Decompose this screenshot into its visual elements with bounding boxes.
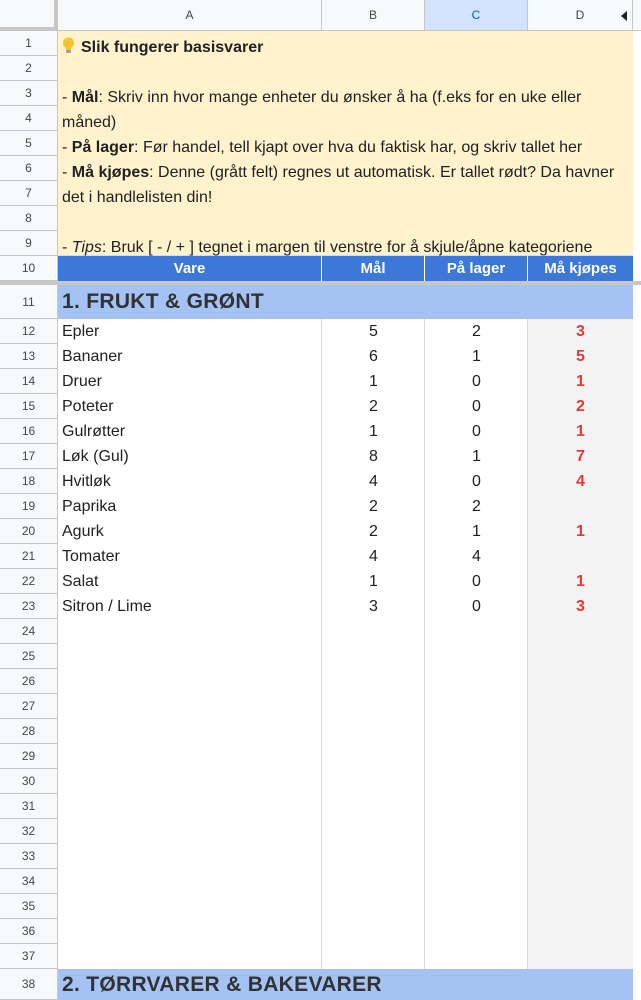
row-number[interactable]: 20 [0,519,58,544]
row-number[interactable]: 34 [0,869,58,894]
row-number[interactable]: 37 [0,944,58,969]
item-kjopes-cell[interactable]: 1 [576,372,585,390]
column-header-label: D [575,8,585,22]
item-lager-cell[interactable]: 1 [472,522,481,540]
item-kjopes-cell[interactable]: 3 [576,322,585,340]
row-number[interactable]: 2 [0,56,58,81]
row-number[interactable]: 23 [0,594,58,619]
item-mal-cell[interactable]: 1 [369,372,378,390]
column-header-b[interactable] [322,0,425,31]
row-number[interactable]: 33 [0,844,58,869]
row-number[interactable]: 26 [0,669,58,694]
item-mal-cell[interactable]: 4 [369,472,378,490]
item-lager-cell[interactable]: 0 [472,472,481,490]
item-mal-cell[interactable]: 4 [369,547,378,565]
item-name-cell[interactable]: Poteter [62,397,114,415]
row-number[interactable]: 1 [0,31,58,56]
tips-text: : Bruk [ - / + ] tegnet i margen til venstre for å skjule/åpne kategoriene [101,239,593,256]
row-number[interactable]: 16 [0,419,58,444]
item-mal-cell[interactable]: 5 [369,322,378,340]
row-number[interactable]: 15 [0,394,58,419]
row-number[interactable]: 7 [0,181,58,206]
column-header-d[interactable] [528,0,633,31]
item-name-cell[interactable]: Gulrøtter [62,422,126,440]
scroll-left-arrow-icon[interactable] [621,11,627,21]
column-header-c[interactable] [425,0,528,31]
instructions-lager: - På lager: Før handel, tell kjapt over hva du faktisk har, og skriv tallet her [62,139,583,156]
item-name-cell[interactable]: Salat [62,572,99,590]
item-lager-cell[interactable]: 1 [472,347,481,365]
row-number[interactable]: 28 [0,719,58,744]
item-name-cell[interactable]: Løk (Gul) [62,447,129,465]
item-mal-cell[interactable]: 2 [369,397,378,415]
item-mal-cell[interactable]: 2 [369,522,378,540]
mal-text: : Skriv inn hvor mange enheter du ønsker å ha (f.eks for en uke eller måned) [62,89,582,131]
instructions-title: Slik fungerer basisvarer [81,39,264,56]
row-number[interactable]: 5 [0,131,58,156]
item-name-cell[interactable]: Bananer [62,347,123,365]
row-number[interactable]: 9 [0,231,58,256]
item-mal-cell[interactable]: 2 [369,497,378,515]
row-number[interactable]: 11 [0,285,58,319]
item-name-cell[interactable]: Agurk [62,522,104,540]
lightbulb-icon [62,37,75,54]
header-pa-lager[interactable]: På lager [425,256,528,281]
item-name-cell[interactable]: Epler [62,322,100,340]
item-lager-cell[interactable]: 0 [472,397,481,415]
item-name-cell[interactable]: Paprika [62,497,117,515]
row-number[interactable]: 38 [0,969,58,1000]
item-lager-cell[interactable]: 2 [472,322,481,340]
category-header-torrvarer[interactable]: 2. TØRRVARER & BAKEVARER [58,969,633,1000]
item-lager-cell[interactable]: 0 [472,572,481,590]
item-lager-cell[interactable]: 4 [472,547,481,565]
category-header-frukt[interactable]: 1. FRUKT & GRØNT [58,285,633,319]
row-number[interactable]: 17 [0,444,58,469]
row-number[interactable]: 19 [0,494,58,519]
item-mal-cell[interactable]: 1 [369,422,378,440]
item-kjopes-cell[interactable]: 5 [576,347,585,365]
item-kjopes-cell[interactable]: 1 [576,572,585,590]
item-name-cell[interactable]: Hvitløk [62,472,111,490]
item-kjopes-cell[interactable]: 7 [576,447,585,465]
item-mal-cell[interactable]: 3 [369,597,378,615]
row-number[interactable]: 10 [0,256,58,281]
column-header-label: B [368,8,377,22]
row-number[interactable]: 6 [0,156,58,181]
instructions-kjopes: - Må kjøpes: Denne (grått felt) regnes ut automatisk. Er tallet rødt? Da havner det i handlelisten din! [62,164,615,206]
row-number[interactable]: 25 [0,644,58,669]
instructions-mal: - Mål: Skriv inn hvor mange enheter du ønsker å ha (f.eks for en uke eller måned) [62,89,582,131]
tips-label: Tips [71,239,102,256]
instructions-title-line [62,35,629,60]
item-name-cell[interactable]: Tomater [62,547,120,565]
header-vare[interactable]: Vare [58,256,322,281]
row-number[interactable]: 27 [0,694,58,719]
item-kjopes-cell[interactable]: 4 [576,472,585,490]
lager-label: På lager [71,139,135,156]
blank-line [62,60,629,85]
row-number[interactable]: 24 [0,619,58,644]
row-number[interactable]: 36 [0,919,58,944]
item-kjopes-cell[interactable]: 2 [576,397,585,415]
blank-line [62,210,629,235]
item-name-cell[interactable]: Druer [62,372,103,390]
column-header-label: C [471,8,481,22]
table-header-row [58,256,633,281]
row-number[interactable]: 31 [0,794,58,819]
header-ma-kjopes[interactable]: Må kjøpes [544,260,617,277]
row-number[interactable]: 13 [0,344,58,369]
lager-text: : Før handel, tell kjapt over hva du faktisk har, og skriv tallet her [134,139,583,156]
item-lager-cell[interactable]: 0 [472,422,481,440]
item-mal-cell[interactable]: 6 [369,347,378,365]
item-lager-cell[interactable]: 1 [472,447,481,465]
row-number[interactable]: 29 [0,744,58,769]
column-header-a[interactable] [58,0,322,31]
row-number[interactable]: 21 [0,544,58,569]
instructions-tips: - Tips: Bruk [ - / + ] tegnet i margen til venstre for å skjule/åpne kategoriene [62,239,593,256]
item-kjopes-cell[interactable] [528,494,633,519]
item-kjopes-cell[interactable]: 1 [576,522,585,540]
item-kjopes-cell[interactable]: 3 [576,597,585,615]
select-all-corner[interactable] [0,0,58,31]
item-mal-cell[interactable]: 1 [369,572,378,590]
row-number[interactable]: 30 [0,769,58,794]
kjopes-label: Må kjøpes [71,164,150,181]
row-number[interactable]: 12 [0,319,58,344]
row-number[interactable]: 35 [0,894,58,919]
item-lager-cell[interactable]: 0 [472,372,481,390]
instructions-box [58,31,633,256]
row-number[interactable]: 4 [0,106,58,131]
row-number[interactable]: 32 [0,819,58,844]
row-number[interactable]: 3 [0,81,58,106]
item-lager-cell[interactable]: 0 [472,597,481,615]
item-mal-cell[interactable]: 8 [369,447,378,465]
row-number[interactable]: 14 [0,369,58,394]
column-header-label: A [185,8,194,22]
item-kjopes-cell[interactable] [528,544,633,569]
row-number[interactable]: 18 [0,469,58,494]
kjopes-text: : Denne (grått felt) regnes ut automatisk. Er tallet rødt? Da havner det i handlelisten din! [62,164,615,206]
column-header-overflow [633,0,641,31]
item-kjopes-cell[interactable]: 1 [576,422,585,440]
header-mal[interactable]: Mål [322,256,425,281]
mal-label: Mål [71,89,99,106]
row-number[interactable]: 8 [0,206,58,231]
item-name-cell[interactable]: Sitron / Lime [62,597,152,615]
item-lager-cell[interactable]: 2 [472,497,481,515]
row-number[interactable]: 22 [0,569,58,594]
